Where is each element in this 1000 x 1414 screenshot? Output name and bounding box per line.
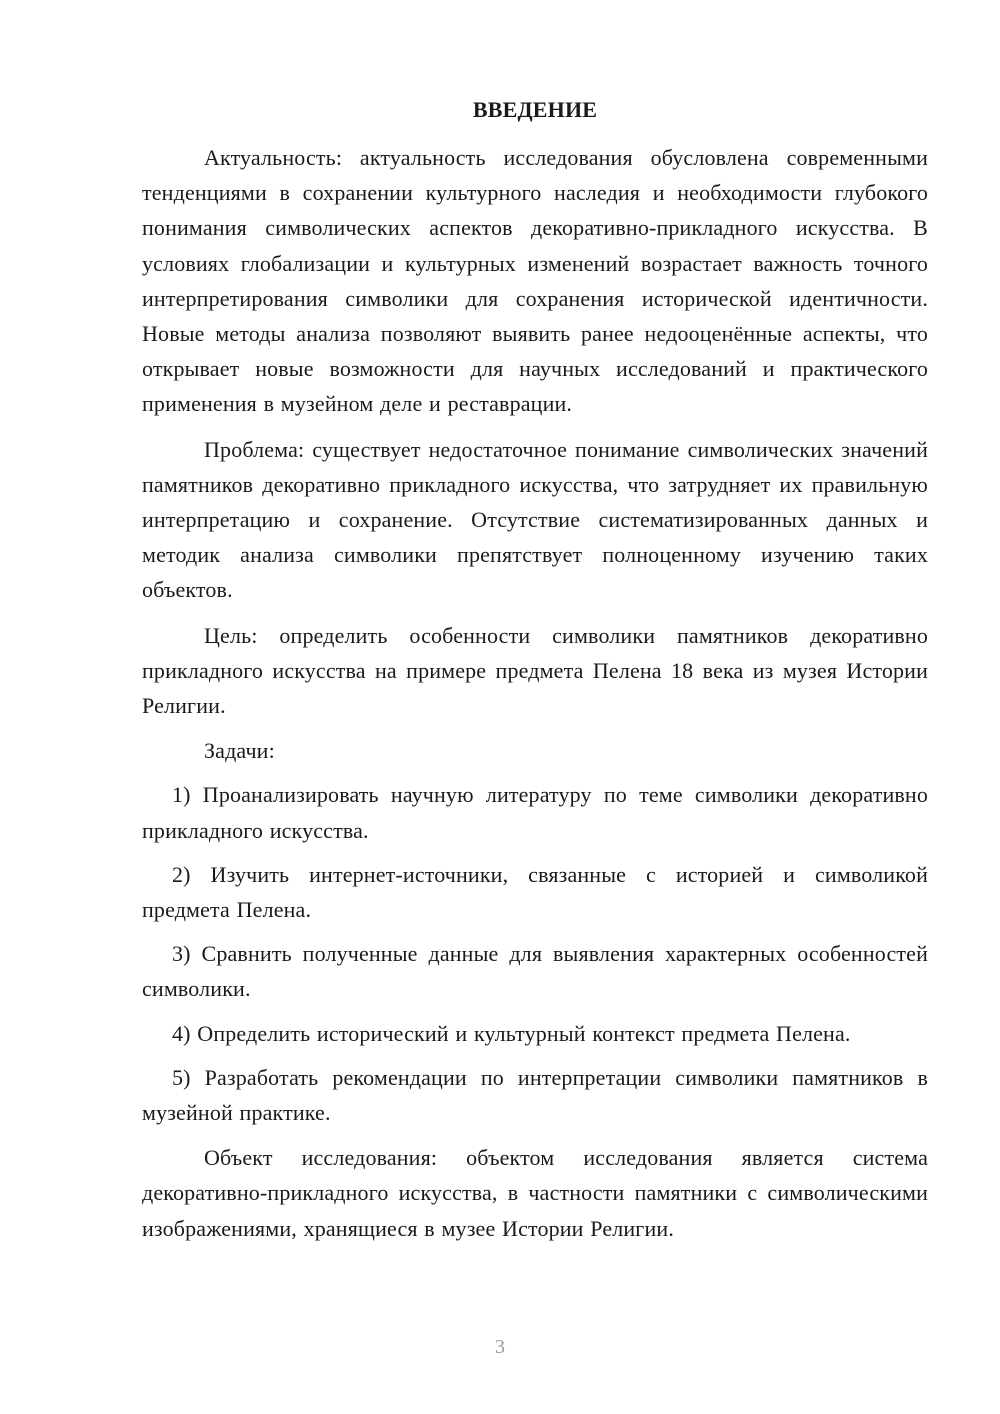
- task-item-3: 3) Сравнить полученные данные для выявления характерных особенностей символики.: [142, 941, 928, 1002]
- tasks-heading: Задачи:: [204, 738, 275, 764]
- task-item-5: 5) Разработать рекомендации по интерпретации символики памятников в музейной практике.: [142, 1064, 928, 1126]
- task-item-2: 2) Изучить интернет-источники, связанные с историей и символикой предмета Пелена.: [142, 861, 928, 923]
- task-item-4: 4) Определить исторический и культурный контекст предмета Пелена.: [172, 1020, 851, 1046]
- paragraph-relevance: Актуальность: актуальность исследования обусловлена современными тенденциями в сохранении культурного наследия и необходимости глубокого понимания символических аспектов декоративно-прикладного искусства. В условиях глобализации и культурных изменений возрастает важность точного интерпретирования символики для сохранения исторической идентичности. Новые методы анализа позволяют выявить ранее недооценённые аспекты, что открывает новые возможности для научных исследований и практического применения в музейном деле и реставрации.: [142, 145, 928, 417]
- task-item-1: 1) Проанализировать научную литературу по теме символики декоративно прикладного искусства.: [142, 782, 928, 843]
- section-heading: ВВЕДЕНИЕ: [472, 97, 598, 122]
- document-page: [142, 93, 928, 1246]
- paragraph-problem: Проблема: существует недостаточное понимание символических значений памятников декоративно прикладного искусства, что затрудняет их правильную интерпретацию и сохранение. Отсутствие систематизированных данных и методик анализа символики препятствует полноценному изучению таких объектов.: [142, 436, 928, 603]
- paragraph-goal: Цель: определить особенности символики памятников декоративно прикладного искусства на примере предмета Пелена 18 века из музея Истории Религии.: [142, 622, 928, 719]
- paragraph-object: Объект исследования: объектом исследования является система декоративно-прикладного искусства, в частности памятники с символическими изображениями, хранящиеся в музее Истории Религии.: [142, 1145, 928, 1241]
- page-number: 3: [495, 1336, 505, 1358]
